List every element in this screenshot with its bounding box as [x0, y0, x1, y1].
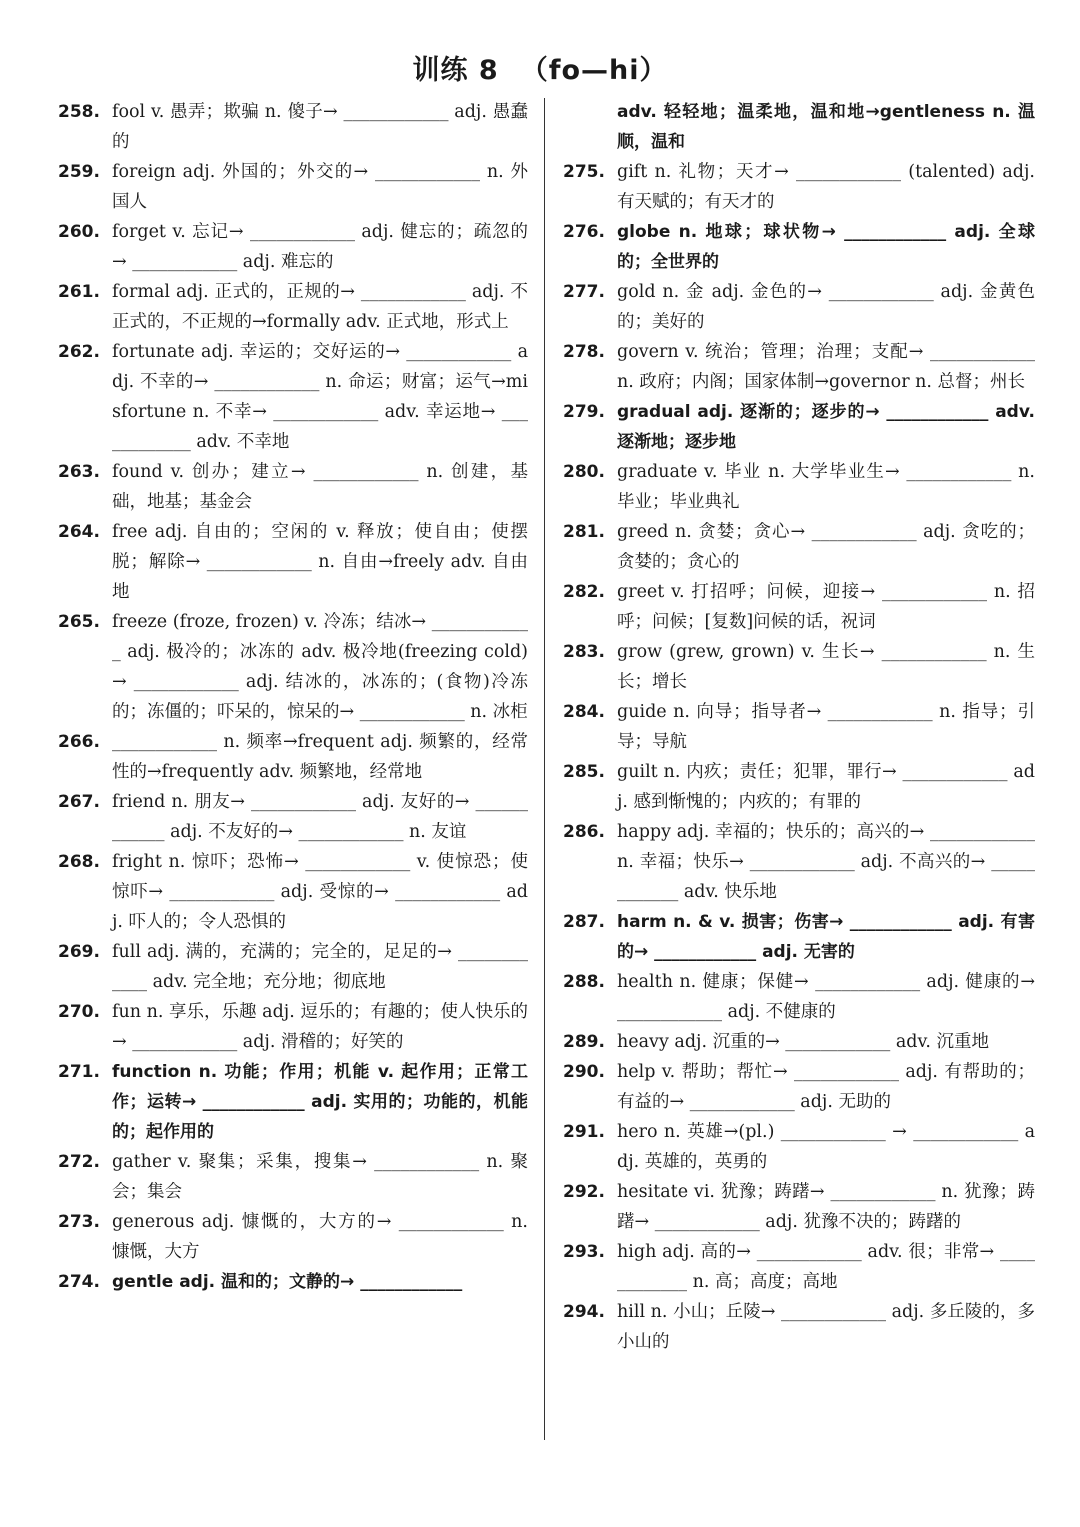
vocab-entry: [563, 1297, 1035, 1357]
entry-text: fun n. 享乐，乐趣 adj. 逗乐的；有趣的；使人快乐的→ ____________ adj. 滑稽的；好笑的: [112, 1002, 528, 1052]
entry-text: fortunate adj. 幸运的；交好运的→ ____________ adj. 不幸的→ ____________ n. 命运；财富；运气→misfortune n. 不幸→ ____________ adv. 幸运地→ ____________ adv. 不幸地: [112, 342, 528, 452]
entry-number: 265.: [58, 612, 100, 632]
entry-text: foreign adj. 外国的；外交的→ ____________ n. 外国人: [112, 162, 528, 212]
entry-text: gift n. 礼物；天才→ ____________ (talented) adj. 有天赋的；有天才的: [617, 162, 1035, 212]
entry-text: function n. 功能；作用；机能 v. 起作用；正常工作；运转→ ____________ adj. 实用的；功能的，机能的；起作用的: [112, 1062, 528, 1142]
entry-number: 292.: [563, 1182, 605, 1202]
entry-number: 264.: [58, 522, 100, 542]
entry-number: 259.: [58, 162, 100, 182]
vocab-entry: [563, 1177, 1035, 1237]
entry-number: 266.: [58, 732, 100, 752]
entry-number: 271.: [58, 1062, 100, 1082]
vocab-entry: [563, 757, 1035, 817]
vocab-entry: [563, 97, 1035, 157]
entry-number: 267.: [58, 792, 100, 812]
entry-number: 281.: [563, 522, 605, 542]
entry-number: 279.: [563, 402, 605, 422]
entry-number: 285.: [563, 762, 605, 782]
entry-number: 258.: [58, 102, 100, 122]
entry-text: free adj. 自由的；空闲的 v. 释放；使自由；使摆脱；解除→ ____________ n. 自由→freely adv. 自由地: [112, 522, 528, 602]
vocab-entry: [563, 967, 1035, 1027]
entry-text: full adj. 满的，充满的；完全的，足足的→ ____________ adv. 完全地；充分地；彻底地: [112, 942, 528, 992]
entry-number: 284.: [563, 702, 605, 722]
entry-text: freeze (froze, frozen) v. 冷冻；结冰→ ____________ adj. 极冷的；冰冻的 adv. 极冷地(freezing cold)→ ____________ adj. 结冰的，冰冻的；(食物)冷冻的；冻僵的；吓呆的，惊呆的→ ____________ n. 冰柜: [112, 612, 528, 722]
vocab-entry: [58, 97, 528, 157]
entry-number: 290.: [563, 1062, 605, 1082]
vocab-entry: [563, 517, 1035, 577]
vocab-entry: [563, 157, 1035, 217]
vocab-entry: [563, 217, 1035, 277]
entry-number: 263.: [58, 462, 100, 482]
entry-text: hill n. 小山；丘陵→ ____________ adj. 多丘陵的，多小山的: [617, 1302, 1035, 1352]
vocab-entry: [58, 1147, 528, 1207]
entry-text: grow (grew, grown) v. 生长→ ____________ n. 生长；增长: [617, 642, 1035, 692]
entry-text: happy adj. 幸福的；快乐的；高兴的→ ____________ n. 幸福；快乐→ ____________ adj. 不高兴的→ ____________ adv. 快乐地: [617, 822, 1035, 902]
entry-number: 260.: [58, 222, 100, 242]
column-divider: [544, 98, 545, 1440]
entry-number: 293.: [563, 1242, 605, 1262]
vocab-entry: [58, 787, 528, 847]
entry-text: gather v. 聚集；采集，搜集→ ____________ n. 聚会；集会: [112, 1152, 528, 1202]
entry-number: 275.: [563, 162, 605, 182]
vocab-entry: [58, 1267, 528, 1297]
entry-text: greet v. 打招呼；问候，迎接→ ____________ n. 招呼；问候；[复数]问候的话，祝词: [617, 582, 1035, 632]
entry-number: 277.: [563, 282, 605, 302]
vocab-entry: [58, 277, 528, 337]
entry-number: 272.: [58, 1152, 100, 1172]
entry-text: friend n. 朋友→ ____________ adj. 友好的→ ____________ adj. 不友好的→ ____________ n. 友谊: [112, 792, 528, 842]
vocab-entry: [563, 1237, 1035, 1297]
entry-text: hero n. 英雄→(pl.) ____________ → ____________ adj. 英雄的，英勇的: [617, 1122, 1035, 1172]
vocab-entry: [58, 1207, 528, 1267]
vocab-entry: [563, 1117, 1035, 1177]
entry-number: 282.: [563, 582, 605, 602]
entry-text: high adj. 高的→ ____________ adv. 很；非常→ ____________ n. 高；高度；高地: [617, 1242, 1035, 1292]
entry-number: 269.: [58, 942, 100, 962]
vocab-entry: [58, 337, 528, 457]
entry-text: formal adj. 正式的，正规的→ ____________ adj. 不正式的，不正规的→formally adv. 正式地，形式上: [112, 282, 528, 332]
vocab-entry: [58, 457, 528, 517]
entry-text: gold n. 金 adj. 金色的→ ____________ adj. 金黄色的；美好的: [617, 282, 1035, 332]
entry-text: govern v. 统治；管理；治理；支配→ ____________ n. 政府；内阁；国家体制→governor n. 总督；州长: [617, 342, 1035, 392]
entry-number: 276.: [563, 222, 605, 242]
vocab-entry: [563, 817, 1035, 907]
entry-number: 261.: [58, 282, 100, 302]
vocab-entry: [58, 217, 528, 277]
entry-text: ____________ n. 频率→frequent adj. 频繁的，经常性的→frequently adv. 频繁地，经常地: [112, 732, 528, 782]
vocab-entry: [58, 1057, 528, 1147]
entry-number: [563, 97, 617, 157]
entry-number: 273.: [58, 1212, 100, 1232]
entry-number: 270.: [58, 1002, 100, 1022]
vocab-entry: [58, 997, 528, 1057]
entry-text: gradual adj. 逐渐的；逐步的→ ____________ adv. 逐渐地；逐步地: [617, 402, 1035, 452]
entry-number: 286.: [563, 822, 605, 842]
vocab-entry: [58, 847, 528, 937]
title-range: （fo—hi）: [520, 55, 668, 86]
entry-number: 274.: [58, 1272, 100, 1292]
entry-text: heavy adj. 沉重的→ ____________ adv. 沉重地: [617, 1032, 989, 1052]
vocab-entry: [563, 1027, 1035, 1057]
entry-text: guide n. 向导；指导者→ ____________ n. 指导；引导；导航: [617, 702, 1035, 752]
entry-text: gentle adj. 温和的；文静的→ ____________: [112, 1272, 463, 1292]
vocab-entry: [58, 937, 528, 997]
vocab-entry: [563, 1057, 1035, 1117]
entry-number: 289.: [563, 1032, 605, 1052]
vocab-entry: [58, 157, 528, 217]
entry-text: harm n. & v. 损害；伤害→ ____________ adj. 有害的→ ____________ adj. 无害的: [617, 912, 1035, 962]
entry-number: 294.: [563, 1302, 605, 1322]
vocab-entry: [563, 637, 1035, 697]
entry-number: 291.: [563, 1122, 605, 1142]
left-column: [58, 97, 528, 1297]
entry-text: globe n. 地球；球状物→ ____________ adj. 全球的；全世界的: [617, 222, 1035, 272]
vocab-entry: [563, 337, 1035, 397]
entry-text: help v. 帮助；帮忙→ ____________ adj. 有帮助的；有益的→ ____________ adj. 无助的: [617, 1062, 1035, 1112]
title-main: 训练 8: [412, 55, 499, 86]
entry-text: health n. 健康；保健→ ____________ adj. 健康的→ ____________ adj. 不健康的: [617, 972, 1035, 1022]
entry-text: forget v. 忘记→ ____________ adj. 健忘的；疏忽的→ ____________ adj. 难忘的: [112, 222, 528, 272]
entry-number: 283.: [563, 642, 605, 662]
entry-text: graduate v. 毕业 n. 大学毕业生→ ____________ n. 毕业；毕业典礼: [617, 462, 1035, 512]
vocab-entry: [58, 727, 528, 787]
entry-number: 287.: [563, 912, 605, 932]
entry-text: guilt n. 内疚；责任；犯罪，罪行→ ____________ adj. 感到惭愧的；内疚的；有罪的: [617, 762, 1035, 812]
entry-number: 278.: [563, 342, 605, 362]
entry-number: 268.: [58, 852, 100, 872]
entry-number: 288.: [563, 972, 605, 992]
entry-text: adv. 轻轻地；温柔地，温和地→gentleness n. 温顺，温和: [617, 102, 1035, 152]
page-title: [0, 48, 1080, 87]
entry-text: fool v. 愚弄；欺骗 n. 傻子→ ____________ adj. 愚蠢的: [112, 102, 528, 152]
entry-text: generous adj. 慷慨的，大方的→ ____________ n. 慷慨，大方: [112, 1212, 528, 1262]
entry-number: 262.: [58, 342, 100, 362]
entry-number: 280.: [563, 462, 605, 482]
entry-text: found v. 创办；建立→ ____________ n. 创建，基础，地基；基金会: [112, 462, 528, 512]
vocab-entry: [563, 907, 1035, 967]
entry-text: greed n. 贪婪；贪心→ ____________ adj. 贪吃的；贪婪的；贪心的: [617, 522, 1035, 572]
vocab-entry: [563, 697, 1035, 757]
vocab-entry: [563, 397, 1035, 457]
vocab-entry: [58, 517, 528, 607]
vocab-entry: [563, 457, 1035, 517]
vocab-entry: [58, 607, 528, 727]
right-column: [563, 97, 1035, 1357]
vocab-entry: [563, 277, 1035, 337]
vocab-entry: [563, 577, 1035, 637]
entry-text: fright n. 惊吓；恐怖→ ____________ v. 使惊恐；使惊吓→ ____________ adj. 受惊的→ ____________ adj. 吓人的；令人恐惧的: [112, 852, 528, 932]
entry-text: hesitate vi. 犹豫；踌躇→ ____________ n. 犹豫；踌躇→ ____________ adj. 犹豫不决的；踌躇的: [617, 1182, 1035, 1232]
